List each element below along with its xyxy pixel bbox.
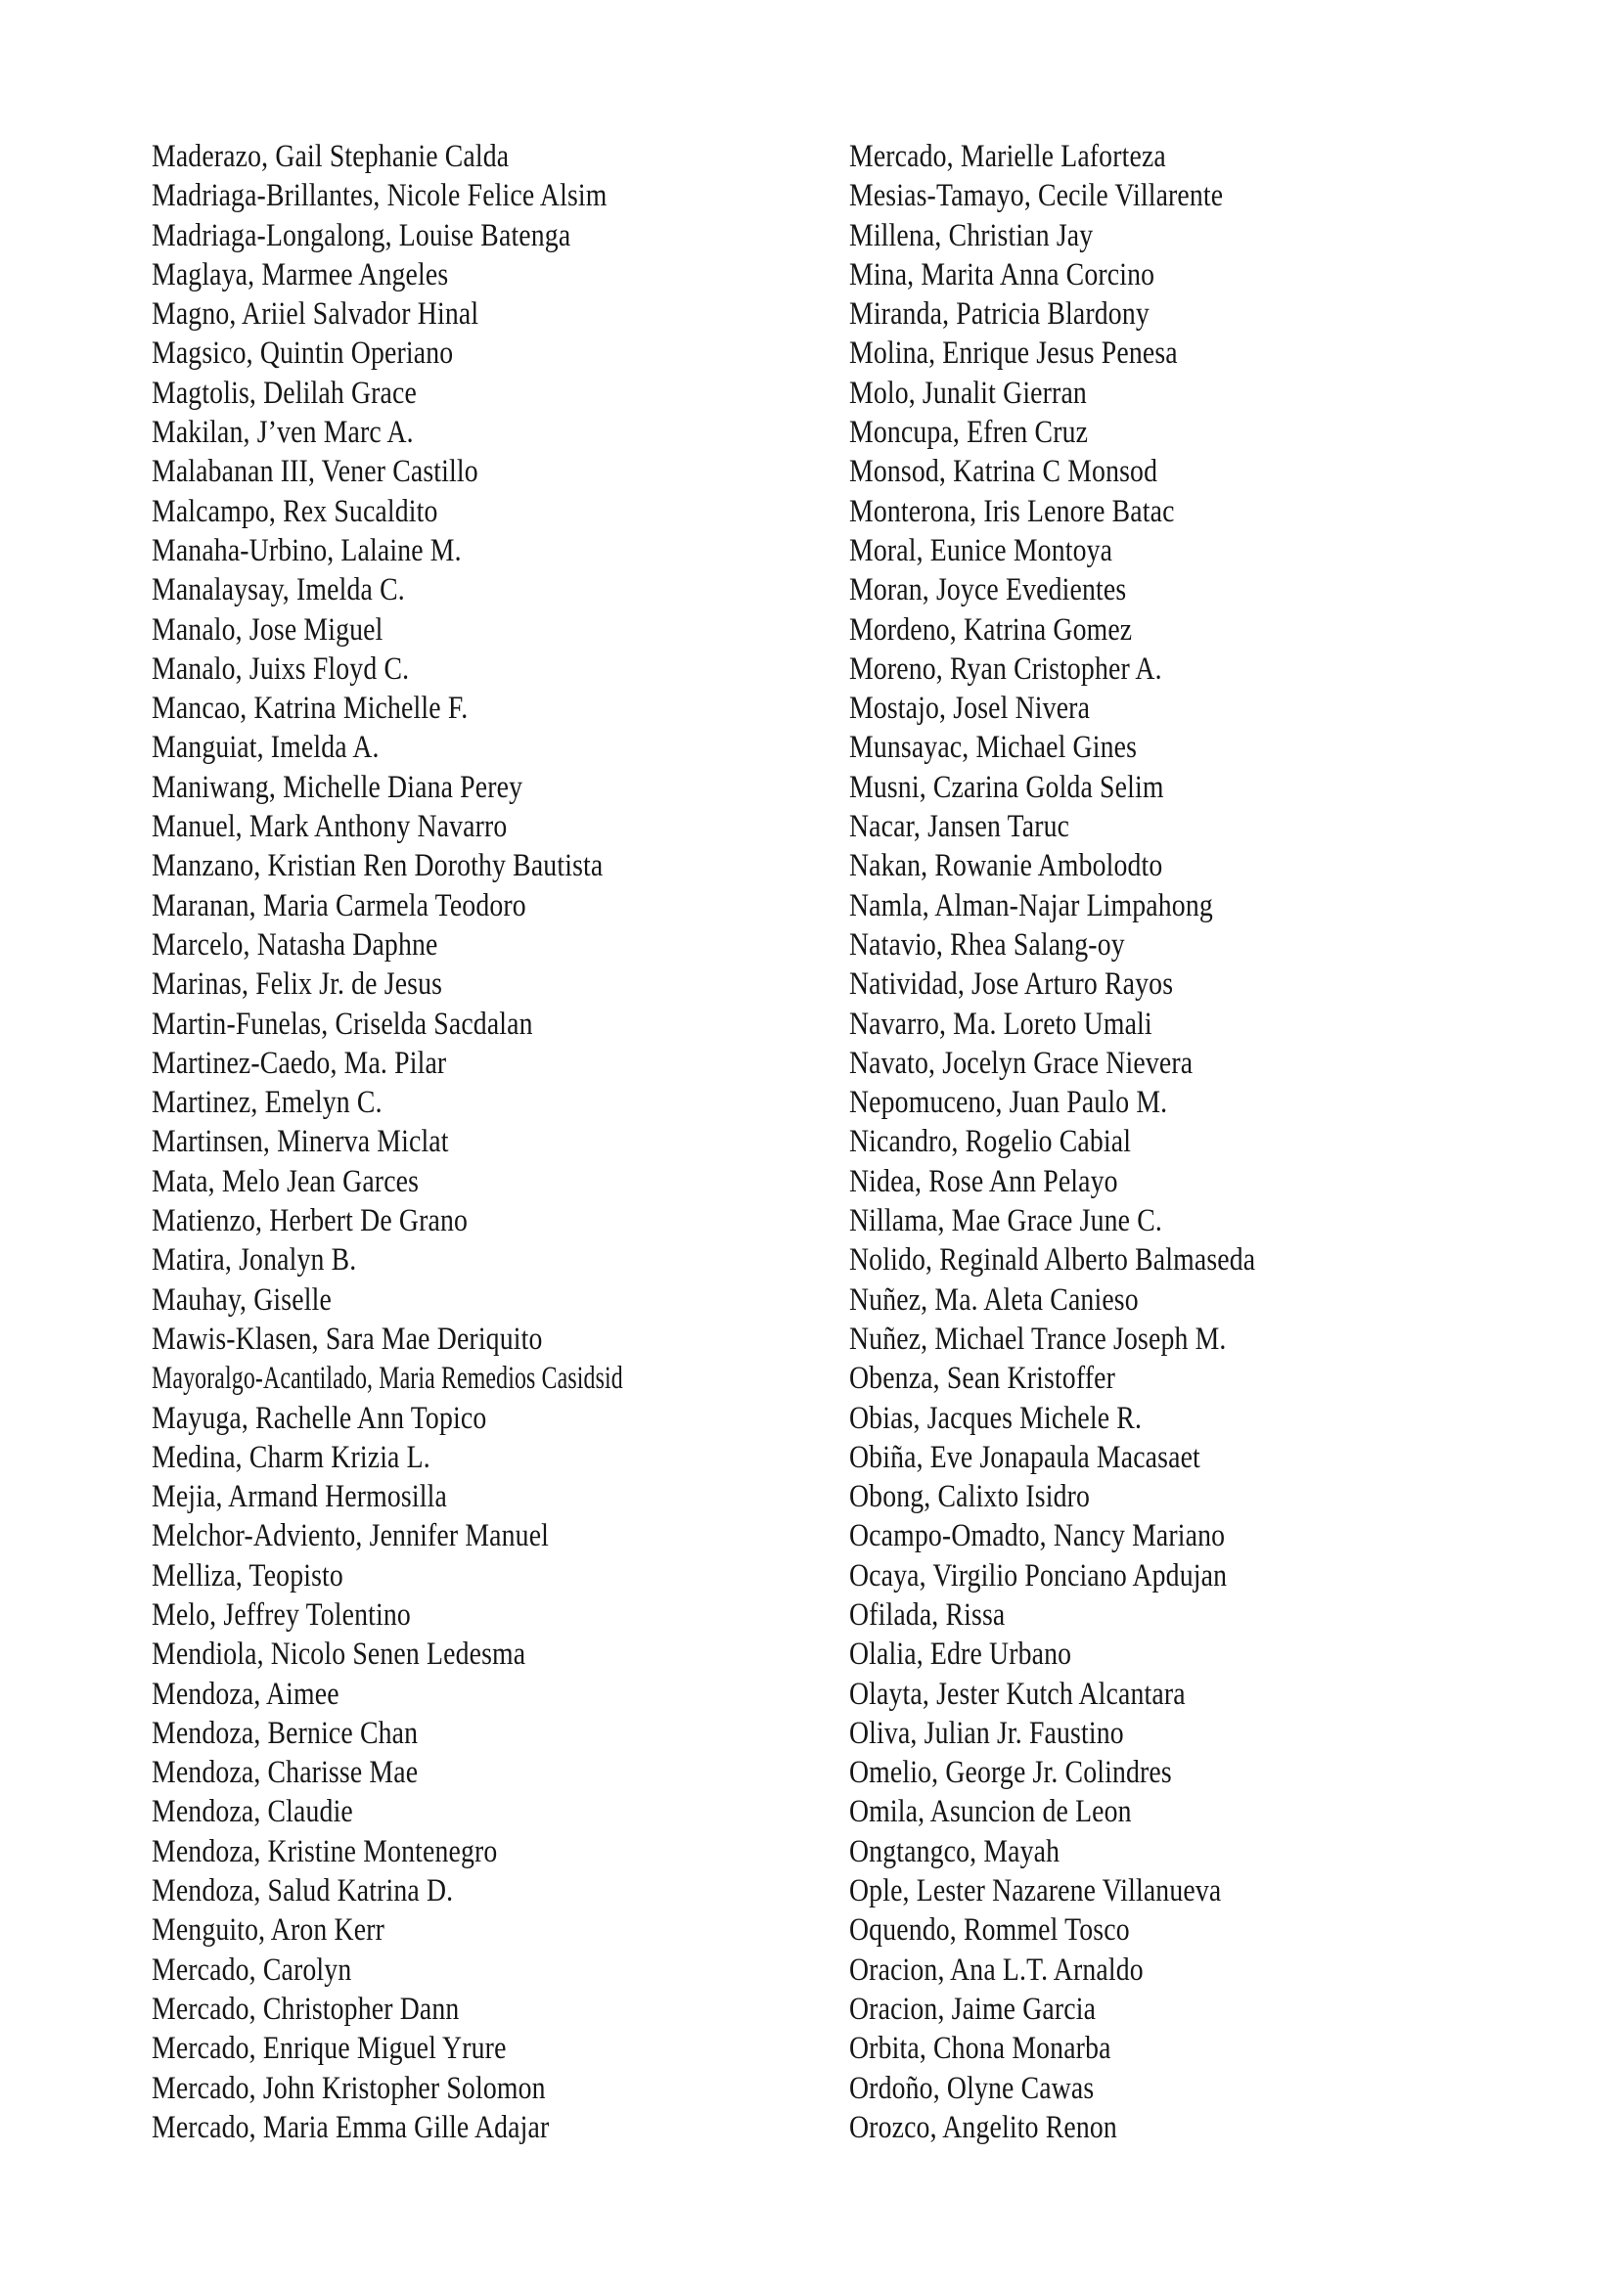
list-item: Mejia, Armand Hermosilla xyxy=(152,1479,447,1515)
list-item: Ocaya, Virgilio Ponciano Apdujan xyxy=(849,1557,1228,1593)
list-item: Medina, Charm Krizia L. xyxy=(152,1439,430,1475)
list-item: Melliza, Teopisto xyxy=(152,1557,343,1593)
list-item: Mina, Marita Anna Corcino xyxy=(849,256,1155,292)
list-item: Moral, Eunice Montoya xyxy=(849,532,1113,568)
list-item: Obong, Calixto Isidro xyxy=(849,1479,1091,1515)
name-list-left xyxy=(152,137,852,2147)
list-item: Manalaysay, Imelda C. xyxy=(152,572,405,608)
list-item: Mercado, Carolyn xyxy=(152,1952,352,1988)
list-item: Munsayac, Michael Gines xyxy=(849,730,1138,766)
list-item: Nidea, Rose Ann Pelayo xyxy=(849,1163,1118,1199)
list-item: Madriaga-Brillantes, Nicole Felice Alsim xyxy=(152,178,608,214)
list-item: Nillama, Mae Grace June C. xyxy=(849,1203,1162,1239)
list-item: Nakan, Rowanie Ambolodto xyxy=(849,848,1163,884)
list-item: Oquendo, Rommel Tosco xyxy=(849,1912,1130,1949)
list-item: Nacar, Jansen Taruc xyxy=(849,809,1070,845)
list-item: Maranan, Maria Carmela Teodoro xyxy=(152,887,526,923)
list-item: Navato, Jocelyn Grace Nievera xyxy=(849,1045,1194,1081)
list-item: Oliva, Julian Jr. Faustino xyxy=(849,1715,1124,1751)
list-item: Orozco, Angelito Renon xyxy=(849,2109,1117,2145)
list-item: Miranda, Patricia Blardony xyxy=(849,296,1150,333)
list-item: Omila, Asuncion de Leon xyxy=(849,1794,1132,1830)
list-item: Mata, Melo Jean Garces xyxy=(152,1163,420,1199)
list-item: Magno, Ariiel Salvador Hinal xyxy=(152,296,479,333)
list-item: Mercado, Maria Emma Gille Adajar xyxy=(152,2109,550,2145)
list-item: Oracion, Jaime Garcia xyxy=(849,1991,1097,2027)
list-item: Magtolis, Delilah Grace xyxy=(152,375,417,411)
list-item: Matienzo, Herbert De Grano xyxy=(152,1203,469,1239)
list-item: Ofilada, Rissa xyxy=(849,1596,1006,1633)
list-item: Maderazo, Gail Stephanie Calda xyxy=(152,139,510,174)
list-item: Mendoza, Salud Katrina D. xyxy=(152,1873,454,1909)
list-item: Matira, Jonalyn B. xyxy=(152,1242,357,1279)
list-item: Olayta, Jester Kutch Alcantara xyxy=(849,1676,1186,1712)
list-item: Mostajo, Josel Nivera xyxy=(849,691,1091,727)
list-item: Ordoño, Olyne Cawas xyxy=(849,2070,1095,2106)
list-item: Moran, Joyce Evedientes xyxy=(849,572,1127,608)
list-item: Mesias-Tamayo, Cecile Villarente xyxy=(849,178,1224,214)
list-item: Monsod, Katrina C Monsod xyxy=(849,454,1158,490)
list-item: Mayoralgo-Acantilado, Maria Remedios Casidsid xyxy=(152,1361,623,1397)
list-item: Mordeno, Katrina Gomez xyxy=(849,611,1133,648)
list-item: Nuñez, Michael Trance Joseph M. xyxy=(849,1321,1227,1357)
list-item: Moreno, Ryan Cristopher A. xyxy=(849,651,1162,687)
list-item: Malabanan III, Vener Castillo xyxy=(152,454,478,490)
list-item: Manalo, Jose Miguel xyxy=(152,611,383,648)
list-item: Maglaya, Marmee Angeles xyxy=(152,256,449,292)
list-item: Ople, Lester Nazarene Villanueva xyxy=(849,1873,1222,1909)
list-item: Nepomuceno, Juan Paulo M. xyxy=(849,1085,1168,1121)
list-item: Martinez, Emelyn C. xyxy=(152,1085,383,1121)
list-item: Mercado, John Kristopher Solomon xyxy=(152,2070,546,2106)
list-item: Manaha-Urbino, Lalaine M. xyxy=(152,532,462,568)
list-item: Mendoza, Kristine Montenegro xyxy=(152,1833,498,1869)
list-item: Obenza, Sean Kristoffer xyxy=(849,1361,1115,1397)
list-item: Mercado, Christopher Dann xyxy=(152,1991,460,2027)
list-item: Manuel, Mark Anthony Navarro xyxy=(152,809,508,845)
list-item: Mawis-Klasen, Sara Mae Deriquito xyxy=(152,1321,543,1357)
list-item: Martin-Funelas, Criselda Sacdalan xyxy=(152,1006,533,1042)
list-item: Ongtangco, Mayah xyxy=(849,1833,1060,1869)
list-item: Nuñez, Ma. Aleta Canieso xyxy=(849,1281,1139,1318)
list-item: Mendoza, Claudie xyxy=(152,1794,353,1830)
list-item: Mendoza, Charisse Mae xyxy=(152,1755,419,1791)
name-list-right xyxy=(849,137,1550,2147)
list-item: Maniwang, Michelle Diana Perey xyxy=(152,769,523,805)
list-item: Musni, Czarina Golda Selim xyxy=(849,769,1164,805)
list-item: Mendoza, Bernice Chan xyxy=(152,1715,419,1751)
list-item: Molo, Junalit Gierran xyxy=(849,375,1087,411)
list-item: Mendoza, Aimee xyxy=(152,1676,339,1712)
list-item: Molina, Enrique Jesus Penesa xyxy=(849,336,1178,372)
list-item: Moncupa, Efren Cruz xyxy=(849,415,1089,451)
list-item: Obias, Jacques Michele R. xyxy=(849,1400,1143,1436)
list-item: Oracion, Ana L.T. Arnaldo xyxy=(849,1952,1144,1988)
list-item: Martinez-Caedo, Ma. Pilar xyxy=(152,1045,447,1081)
list-item: Marinas, Felix Jr. de Jesus xyxy=(152,966,443,1003)
list-item: Melo, Jeffrey Tolentino xyxy=(152,1596,411,1633)
list-item: Obiña, Eve Jonapaula Macasaet xyxy=(849,1439,1200,1475)
list-item: Natavio, Rhea Salang-oy xyxy=(849,926,1125,963)
list-item: Manzano, Kristian Ren Dorothy Bautista xyxy=(152,848,604,884)
list-item: Melchor-Adviento, Jennifer Manuel xyxy=(152,1518,550,1554)
list-item: Ocampo-Omadto, Nancy Mariano xyxy=(849,1518,1226,1554)
list-item: Nolido, Reginald Alberto Balmaseda xyxy=(849,1242,1256,1279)
list-item: Orbita, Chona Monarba xyxy=(849,2031,1111,2067)
list-item: Martinsen, Minerva Miclat xyxy=(152,1124,449,1160)
list-item: Omelio, George Jr. Colindres xyxy=(849,1755,1172,1791)
list-item: Millena, Christian Jay xyxy=(849,217,1094,253)
list-item: Mercado, Enrique Miguel Yrure xyxy=(152,2031,507,2067)
list-item: Olalia, Edre Urbano xyxy=(849,1637,1072,1673)
list-item: Manalo, Juixs Floyd C. xyxy=(152,651,410,687)
list-item: Makilan, J’ven Marc A. xyxy=(152,415,414,451)
list-item: Malcampo, Rex Sucaldito xyxy=(152,493,438,529)
list-item: Mauhay, Giselle xyxy=(152,1281,332,1318)
list-item: Mendiola, Nicolo Senen Ledesma xyxy=(152,1637,526,1673)
list-item: Mercado, Marielle Laforteza xyxy=(849,139,1166,174)
list-item: Marcelo, Natasha Daphne xyxy=(152,926,438,963)
list-item: Natividad, Jose Arturo Rayos xyxy=(849,966,1174,1003)
list-item: Mancao, Katrina Michelle F. xyxy=(152,691,469,727)
list-item: Madriaga-Longalong, Louise Batenga xyxy=(152,217,571,253)
list-item: Menguito, Aron Kerr xyxy=(152,1912,385,1949)
list-item: Monterona, Iris Lenore Batac xyxy=(849,493,1175,529)
list-item: Nicandro, Rogelio Cabial xyxy=(849,1124,1132,1160)
list-item: Namla, Alman-Najar Limpahong xyxy=(849,887,1213,923)
list-item: Navarro, Ma. Loreto Umali xyxy=(849,1006,1152,1042)
list-item: Magsico, Quintin Operiano xyxy=(152,336,454,372)
list-item: Mayuga, Rachelle Ann Topico xyxy=(152,1400,487,1436)
list-item: Manguiat, Imelda A. xyxy=(152,730,380,766)
